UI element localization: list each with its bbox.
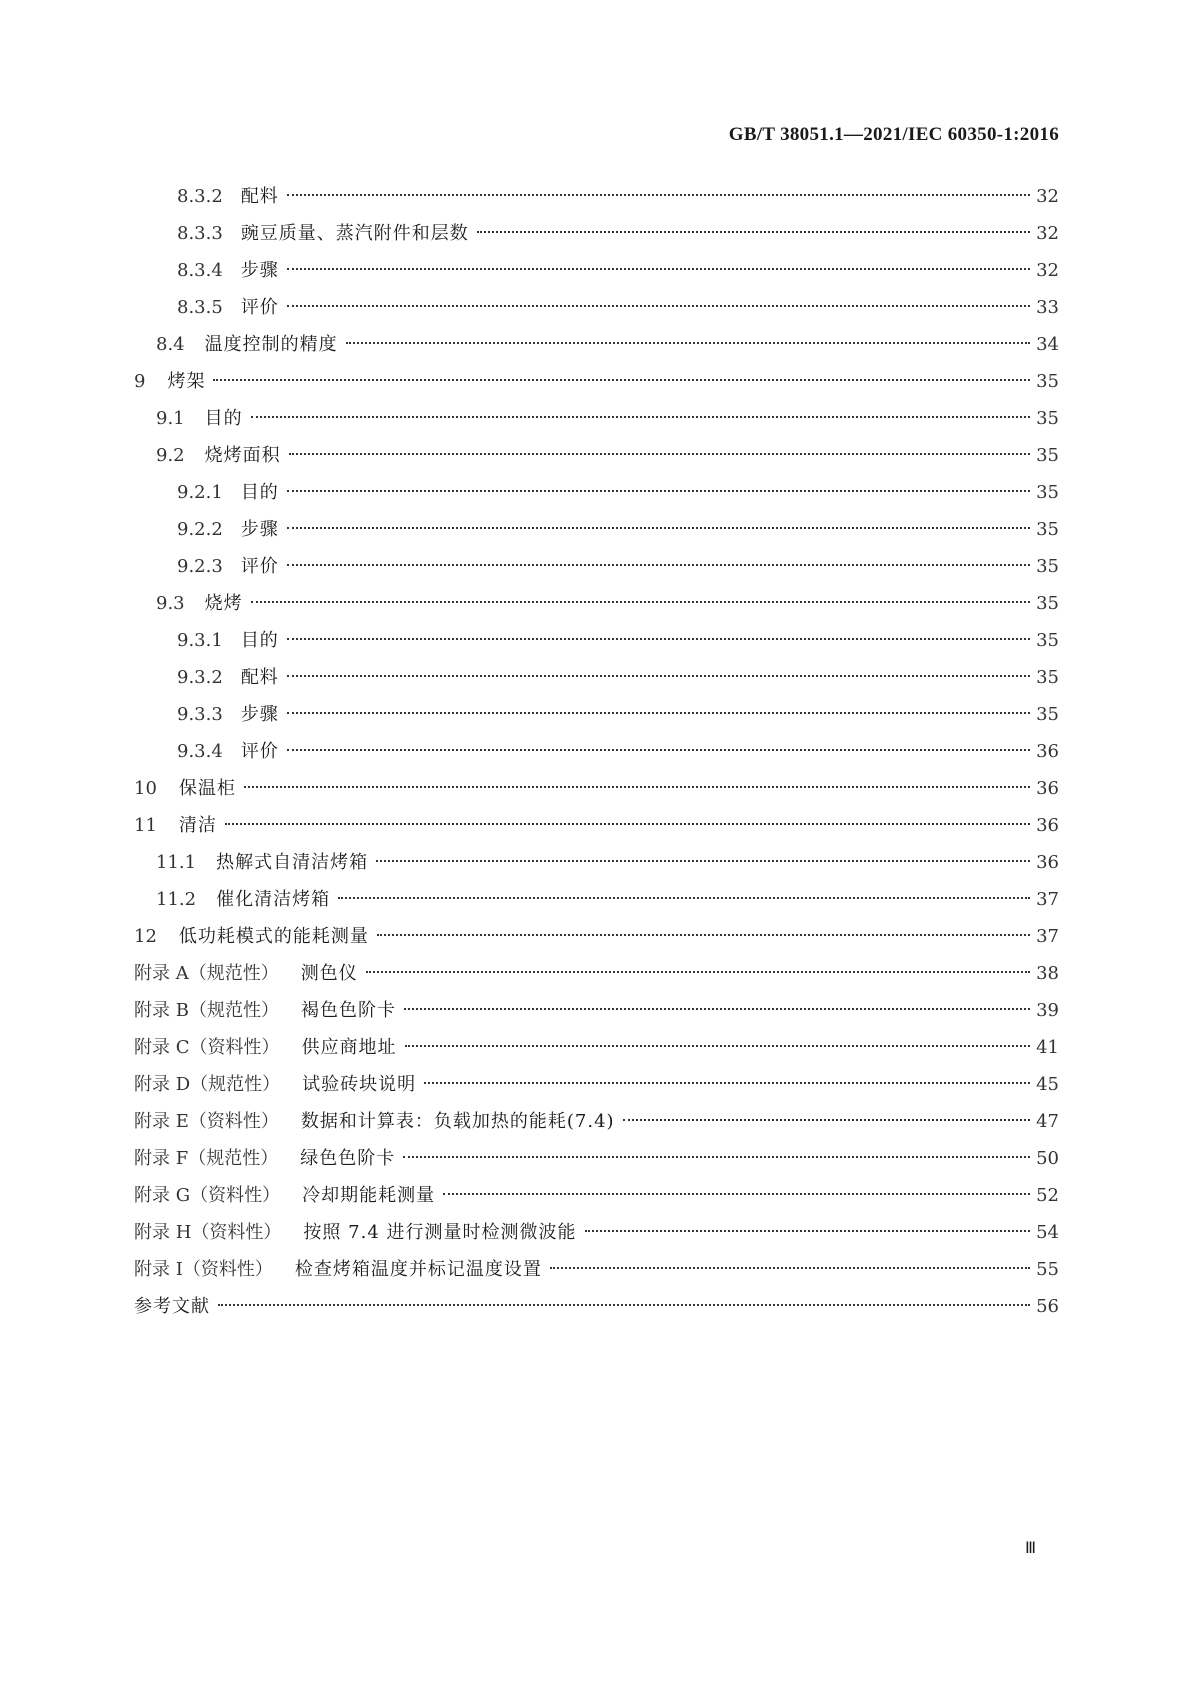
toc-entry-title: 豌豆质量、蒸汽附件和层数 bbox=[240, 223, 469, 244]
toc-entry[interactable] bbox=[134, 548, 1059, 585]
toc-entry-number: 8.3.5 bbox=[177, 297, 223, 318]
toc-entry-page: 52 bbox=[1036, 1185, 1059, 1206]
toc-entry[interactable] bbox=[134, 844, 1059, 881]
toc-entry-title: 步骤 bbox=[240, 519, 279, 540]
toc-entry-number: 附录 D（规范性） bbox=[134, 1074, 281, 1095]
toc-entry-title: 烧烤 bbox=[204, 593, 243, 614]
toc-entry-title: 评价 bbox=[240, 556, 279, 577]
toc-entry-title: 冷却期能耗测量 bbox=[302, 1185, 436, 1206]
toc-entry-number: 11.1 bbox=[156, 852, 197, 873]
toc-entry-number: 附录 G（资料性） bbox=[134, 1185, 281, 1206]
toc-entry-number: 9.2 bbox=[156, 445, 185, 466]
toc-dot-leader bbox=[287, 527, 1030, 529]
toc-entry[interactable] bbox=[134, 1288, 1059, 1325]
toc-entry-number: 8.3.2 bbox=[177, 186, 223, 207]
toc-entry-page: 45 bbox=[1036, 1074, 1059, 1095]
toc-entry-title: 烤架 bbox=[167, 371, 206, 392]
toc-dot-leader bbox=[287, 712, 1030, 714]
toc-entry[interactable] bbox=[134, 807, 1059, 844]
toc-entry-title: 测色仪 bbox=[300, 963, 358, 984]
toc-entry-page: 35 bbox=[1036, 556, 1059, 577]
toc-entry-title: 目的 bbox=[204, 408, 243, 429]
toc-entry[interactable] bbox=[134, 585, 1059, 622]
page-number: Ⅲ bbox=[1025, 1540, 1037, 1557]
toc-dot-leader bbox=[424, 1082, 1030, 1084]
toc-dot-leader bbox=[287, 268, 1030, 270]
toc-entry-page: 35 bbox=[1036, 408, 1059, 429]
toc-entry[interactable] bbox=[134, 178, 1059, 215]
toc-entry-number: 9.3.4 bbox=[177, 741, 223, 762]
toc-entry-title: 步骤 bbox=[240, 260, 279, 281]
toc-entry-page: 33 bbox=[1036, 297, 1059, 318]
toc-dot-leader bbox=[287, 638, 1030, 640]
toc-dot-leader bbox=[287, 749, 1030, 751]
toc-dot-leader bbox=[287, 305, 1030, 307]
toc-entry[interactable] bbox=[134, 474, 1059, 511]
toc-entry-title: 热解式自清洁烤箱 bbox=[216, 852, 369, 873]
toc-entry-page: 35 bbox=[1036, 371, 1059, 392]
toc-entry-number: 9 bbox=[134, 371, 146, 392]
toc-entry-page: 35 bbox=[1036, 593, 1059, 614]
toc-dot-leader bbox=[251, 416, 1030, 418]
toc-entry[interactable] bbox=[134, 770, 1059, 807]
toc-dot-leader bbox=[287, 194, 1030, 196]
toc-entry-number: 附录 B（规范性） bbox=[134, 1000, 279, 1021]
toc-entry-page: 35 bbox=[1036, 704, 1059, 725]
toc-entry-page: 54 bbox=[1036, 1222, 1059, 1243]
toc-entry[interactable] bbox=[134, 1066, 1059, 1103]
standard-id-header: GB/T 38051.1—2021/IEC 60350-1:2016 bbox=[728, 124, 1059, 145]
toc-entry-title: 试验砖块说明 bbox=[302, 1074, 417, 1095]
toc-entry-page: 36 bbox=[1036, 741, 1059, 762]
toc-entry[interactable] bbox=[134, 1103, 1059, 1140]
toc-entry-title: 评价 bbox=[240, 297, 279, 318]
toc-dot-leader bbox=[405, 1045, 1031, 1047]
toc-entry[interactable] bbox=[134, 1251, 1059, 1288]
toc-entry-page: 36 bbox=[1036, 815, 1059, 836]
toc-entry-number: 12 bbox=[134, 926, 157, 947]
toc-entry-number: 8.4 bbox=[156, 334, 185, 355]
toc-entry-number: 8.3.3 bbox=[177, 223, 223, 244]
toc-dot-leader bbox=[346, 342, 1030, 344]
toc-entry[interactable] bbox=[134, 215, 1059, 252]
toc-entry-page: 55 bbox=[1036, 1259, 1059, 1280]
toc-entry[interactable] bbox=[134, 363, 1059, 400]
toc-entry-number: 11.2 bbox=[156, 889, 197, 910]
toc-entry-page: 34 bbox=[1036, 334, 1059, 355]
toc-dot-leader bbox=[623, 1119, 1031, 1121]
toc-entry-number: 附录 E（资料性） bbox=[134, 1111, 279, 1132]
toc-entry[interactable] bbox=[134, 881, 1059, 918]
toc-entry-page: 50 bbox=[1036, 1148, 1059, 1169]
toc-dot-leader bbox=[287, 564, 1030, 566]
toc-dot-leader bbox=[366, 971, 1030, 973]
toc-entry-number: 9.2.2 bbox=[177, 519, 223, 540]
toc-entry-page: 35 bbox=[1036, 630, 1059, 651]
toc-entry-title: 检查烤箱温度并标记温度设置 bbox=[294, 1259, 542, 1280]
toc-dot-leader bbox=[377, 934, 1030, 936]
toc-entry[interactable] bbox=[134, 622, 1059, 659]
toc-entry[interactable] bbox=[134, 696, 1059, 733]
toc-entry[interactable] bbox=[134, 1140, 1059, 1177]
toc-entry-page: 36 bbox=[1036, 852, 1059, 873]
toc-dot-leader bbox=[550, 1267, 1030, 1269]
toc-entry-number: 附录 C（资料性） bbox=[134, 1037, 280, 1058]
toc-entry-number: 附录 I（资料性） bbox=[134, 1259, 273, 1280]
toc-entry[interactable] bbox=[134, 1029, 1059, 1066]
toc-dot-leader bbox=[376, 860, 1030, 862]
toc-entry[interactable] bbox=[134, 511, 1059, 548]
toc-entry-title: 催化清洁烤箱 bbox=[216, 889, 331, 910]
toc-entry-number: 9.3.1 bbox=[177, 630, 223, 651]
toc-entry-title: 低功耗模式的能耗测量 bbox=[178, 926, 369, 947]
toc-entry-number: 9.3 bbox=[156, 593, 185, 614]
toc-entry[interactable] bbox=[134, 400, 1059, 437]
toc-entry-title: 配料 bbox=[240, 186, 279, 207]
toc-entry-number: 11 bbox=[134, 815, 157, 836]
toc-entry[interactable] bbox=[134, 918, 1059, 955]
toc-entry[interactable] bbox=[134, 326, 1059, 363]
toc-entry-page: 56 bbox=[1036, 1296, 1059, 1317]
toc-entry-title: 目的 bbox=[240, 482, 279, 503]
toc-entry-title: 评价 bbox=[240, 741, 279, 762]
toc-entry-page: 37 bbox=[1036, 926, 1059, 947]
toc-entry-page: 38 bbox=[1036, 963, 1059, 984]
toc-entry[interactable] bbox=[134, 955, 1059, 992]
toc-entry-number: 10 bbox=[134, 778, 157, 799]
toc-entry[interactable] bbox=[134, 659, 1059, 696]
toc-entry-page: 47 bbox=[1036, 1111, 1059, 1132]
toc-entry[interactable] bbox=[134, 252, 1059, 289]
toc-entry-number: 9.2.3 bbox=[177, 556, 223, 577]
toc-entry-page: 35 bbox=[1036, 667, 1059, 688]
toc-entry-title: 参考文献 bbox=[134, 1296, 210, 1317]
toc-entry-page: 32 bbox=[1036, 186, 1059, 207]
toc-entry-title: 清洁 bbox=[178, 815, 217, 836]
toc-entry-number: 9.3.3 bbox=[177, 704, 223, 725]
toc-entry-title: 绿色色阶卡 bbox=[300, 1148, 396, 1169]
toc-entry-number: 附录 F（规范性） bbox=[134, 1148, 279, 1169]
toc-entry-title: 数据和计算表：负载加热的能耗(7.4) bbox=[300, 1111, 615, 1132]
toc-dot-leader bbox=[289, 453, 1030, 455]
toc-entry[interactable] bbox=[134, 289, 1059, 326]
toc-dot-leader bbox=[403, 1156, 1030, 1158]
toc-entry-title: 保温柜 bbox=[178, 778, 236, 799]
toc-dot-leader bbox=[338, 897, 1030, 899]
toc-dot-leader bbox=[404, 1008, 1030, 1010]
toc-entry-page: 39 bbox=[1036, 1000, 1059, 1021]
toc-entry-number: 9.3.2 bbox=[177, 667, 223, 688]
toc-entry-number: 9.2.1 bbox=[177, 482, 223, 503]
toc-entry-page: 32 bbox=[1036, 223, 1059, 244]
toc-entry-page: 37 bbox=[1036, 889, 1059, 910]
toc-dot-leader bbox=[287, 675, 1030, 677]
toc-dot-leader bbox=[251, 601, 1030, 603]
toc-entry-page: 36 bbox=[1036, 778, 1059, 799]
toc-entry-title: 烧烤面积 bbox=[204, 445, 281, 466]
toc-entry-page: 32 bbox=[1036, 260, 1059, 281]
table-of-contents bbox=[134, 178, 1059, 1325]
toc-dot-leader bbox=[213, 379, 1030, 381]
toc-entry-title: 配料 bbox=[240, 667, 279, 688]
toc-entry-page: 35 bbox=[1036, 482, 1059, 503]
toc-entry-number: 8.3.4 bbox=[177, 260, 223, 281]
toc-entry-title: 供应商地址 bbox=[301, 1037, 397, 1058]
toc-entry-title: 褐色色阶卡 bbox=[300, 1000, 396, 1021]
toc-entry-number: 9.1 bbox=[156, 408, 185, 429]
toc-dot-leader bbox=[585, 1230, 1031, 1232]
toc-entry-title: 步骤 bbox=[240, 704, 279, 725]
toc-entry-page: 35 bbox=[1036, 519, 1059, 540]
toc-dot-leader bbox=[218, 1304, 1030, 1306]
toc-entry[interactable] bbox=[134, 1214, 1059, 1251]
toc-entry-title: 按照 7.4 进行测量时检测微波能 bbox=[303, 1222, 577, 1243]
toc-dot-leader bbox=[443, 1193, 1030, 1195]
toc-entry-page: 35 bbox=[1036, 445, 1059, 466]
toc-dot-leader bbox=[477, 231, 1030, 233]
toc-entry-number: 附录 A（规范性） bbox=[134, 963, 279, 984]
toc-entry[interactable] bbox=[134, 1177, 1059, 1214]
toc-dot-leader bbox=[287, 490, 1030, 492]
toc-entry[interactable] bbox=[134, 437, 1059, 474]
toc-entry-title: 目的 bbox=[240, 630, 279, 651]
toc-entry-number: 附录 H（资料性） bbox=[134, 1222, 282, 1243]
toc-dot-leader bbox=[225, 823, 1030, 825]
toc-entry-title: 温度控制的精度 bbox=[204, 334, 338, 355]
toc-entry-page: 41 bbox=[1036, 1037, 1059, 1058]
toc-dot-leader bbox=[244, 786, 1030, 788]
toc-entry[interactable] bbox=[134, 733, 1059, 770]
toc-entry[interactable] bbox=[134, 992, 1059, 1029]
